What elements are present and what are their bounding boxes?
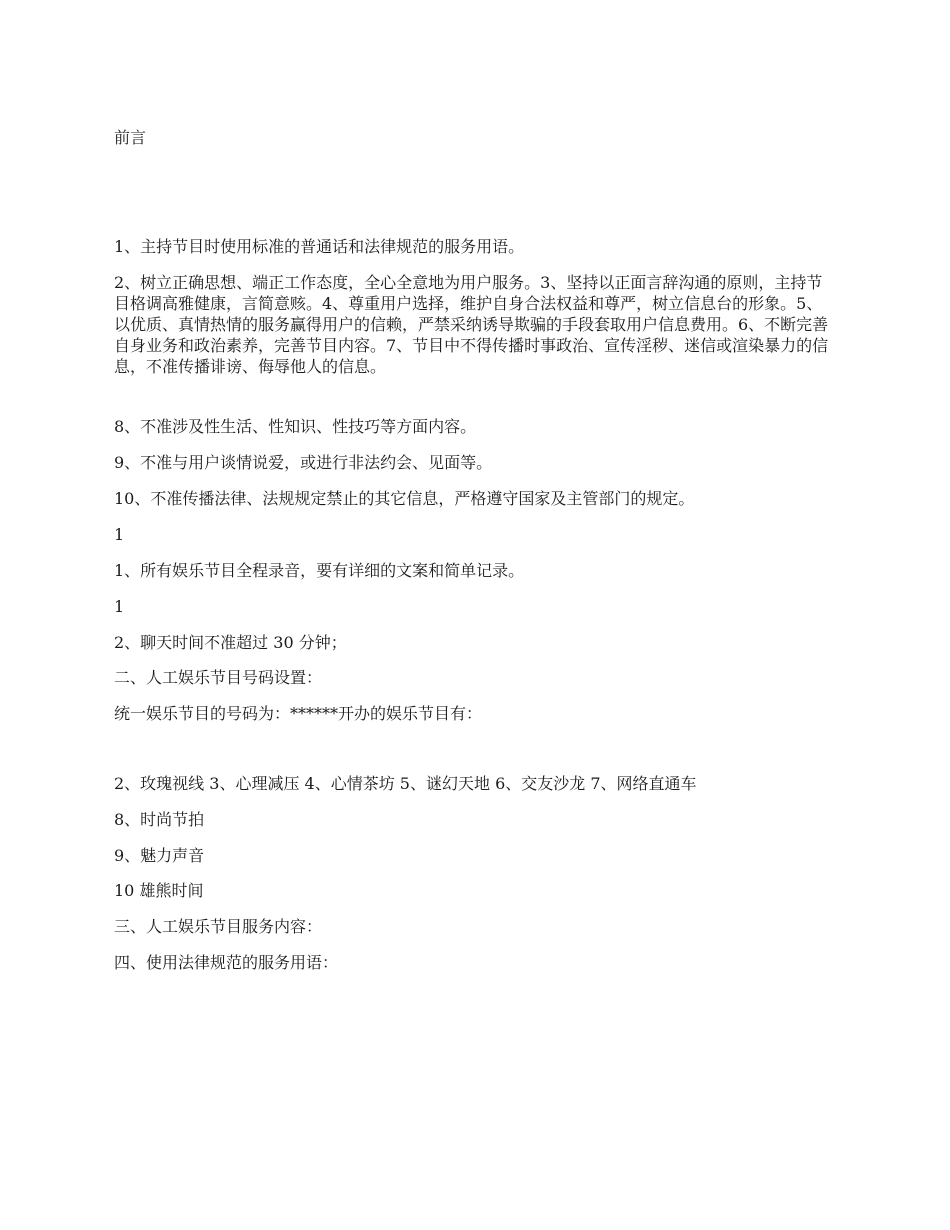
paragraph-8: 8、不准涉及性生活、性知识、性技巧等方面内容。 (114, 417, 477, 436)
paragraph-2: 2、树立正确思想、端正工作态度，全心全意地为用户服务。3、坚持以正面言辞沟通的原则，主持节目格调高雅健康，言简意赅。4、尊重用户选择，维护自身合法权益和尊严，树立信息台的形象。5、以优质、真情热情的服务赢得用户的信赖，严禁采纳诱导欺骗的手段套取用户信息费用。6、不断完善自身业务和政治素养，完善节目内容。7、节目中不得传播时事政治、宣传淫秽、迷信或渲染暴力的信息，不准传播诽谤、侮辱他人的信息。 (114, 273, 829, 376)
section-heading-4: 四、使用法律规范的服务用语： (114, 953, 339, 972)
program-item-8: 8、时尚节拍 (114, 810, 205, 829)
paragraph-10: 10、不准传播法律、法规规定禁止的其它信息，严格遵守国家及主管部门的规定。 (114, 489, 695, 508)
document-title: 前言 (114, 128, 147, 147)
paragraph-number-setting: 统一娱乐节目的号码为：******开办的娱乐节目有： (114, 704, 483, 723)
program-item-10: 10 雄熊时间 (114, 881, 204, 900)
paragraph-9: 9、不准与用户谈情说爱，或进行非法约会、见面等。 (114, 453, 493, 472)
paragraph-recording: 1、所有娱乐节目全程录音，要有详细的文案和简单记录。 (114, 561, 525, 580)
paragraph-1: 1、主持节目时使用标准的普通话和法律规范的服务用语。 (114, 237, 525, 256)
section-heading-3: 三、人工娱乐节目服务内容： (114, 917, 323, 936)
paragraph-chat-time: 2、聊天时间不准超过 30 分钟； (114, 633, 347, 652)
page-number-1: 1 (114, 525, 125, 544)
program-list: 2、玫瑰视线 3、心理减压 4、心情茶坊 5、谜幻天地 6、交友沙龙 7、网络直通车 (114, 774, 697, 793)
program-item-9: 9、魅力声音 (114, 846, 205, 865)
section-heading-2: 二、人工娱乐节目号码设置： (114, 668, 323, 687)
page-number-2: 1 (114, 597, 125, 616)
